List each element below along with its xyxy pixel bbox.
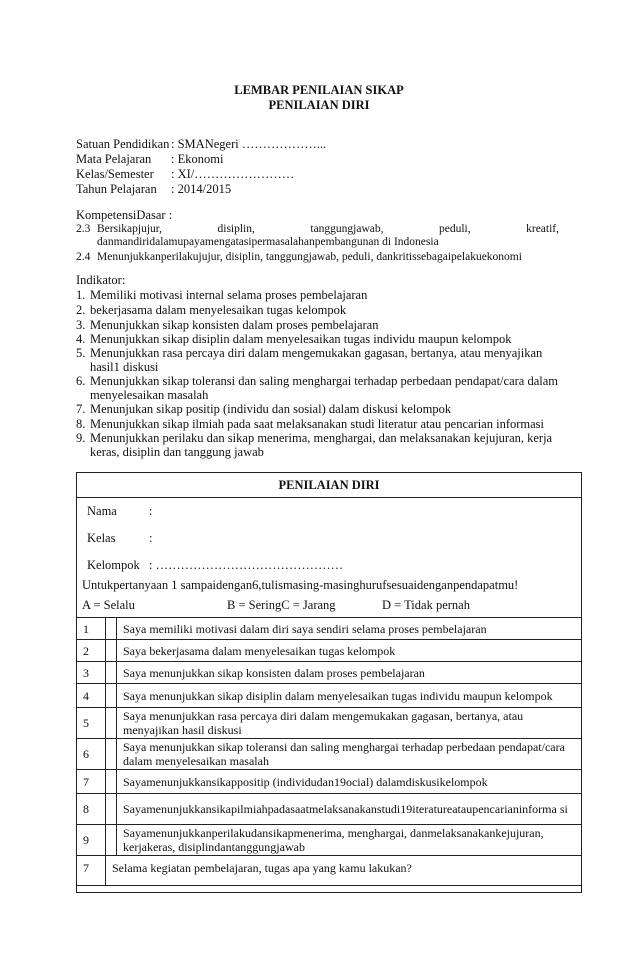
table-row-final bbox=[77, 856, 582, 886]
form-heading: PENILAIAN DIRI bbox=[77, 473, 581, 498]
document-title: LEMBAR PENILAIAN SIKAP bbox=[234, 83, 404, 97]
indikator-text: Menunjukkan perilaku dan sikap menerima, menghargai, dan melaksanakan kejujuran, kerja bbox=[90, 431, 553, 445]
kd-word: tanggungjawab, bbox=[310, 223, 384, 235]
row-number: 1 bbox=[77, 618, 106, 640]
indikator-number: 2. bbox=[76, 303, 86, 317]
statement-text: Saya menunjukkan rasa percaya diri dalam mengemukakan gagasan, bertanya, atau menyajikan hasil diskusi bbox=[117, 708, 582, 739]
kd-text-line: danmandiridalamupayamengatasipermasalahanpembangunan di Indonesia bbox=[97, 236, 439, 248]
scale-d: D = Tidak pernah bbox=[382, 598, 470, 612]
answer-cell[interactable] bbox=[106, 618, 117, 640]
identity-label: Kelas/Semester bbox=[76, 167, 154, 181]
table-row bbox=[77, 640, 582, 662]
instruction-text: Untukpertanyaan 1 sampaidengan6,tulismasing-masinghurufsesuaidenganpendapatmu! bbox=[82, 578, 519, 592]
statement-text: Saya bekerjasama dalam menyelesaikan tugas kelompok bbox=[117, 640, 582, 662]
answer-cell[interactable] bbox=[106, 640, 117, 662]
table-row bbox=[77, 825, 582, 856]
indikator-number: 8. bbox=[76, 417, 86, 431]
indikator-number: 7. bbox=[76, 402, 86, 416]
indikator-text: Menunjukkan sikap ilmiah pada saat melaksanakan studi literatur atau pencarian informasi bbox=[90, 417, 545, 431]
scale-a: A = Selalu bbox=[82, 598, 135, 612]
row-number: 7 bbox=[77, 770, 106, 794]
table-row bbox=[77, 770, 582, 794]
statement-table bbox=[76, 617, 582, 886]
answer-cell[interactable] bbox=[106, 794, 117, 825]
kelas-field[interactable]: : bbox=[149, 531, 153, 545]
table-row bbox=[77, 684, 582, 708]
identity-value: : SMANegeri ………………... bbox=[171, 137, 327, 151]
identity-value: : Ekonomi bbox=[171, 152, 224, 166]
row-number: 3 bbox=[77, 662, 106, 684]
kelompok-label: Kelompok bbox=[87, 558, 140, 572]
indikator-text: Menunjukan sikap positip (individu dan sosial) dalam diskusi kelompok bbox=[90, 402, 452, 416]
indikator-number: 5. bbox=[76, 346, 86, 360]
row-number: 2 bbox=[77, 640, 106, 662]
row-number: 4 bbox=[77, 684, 106, 708]
indikator-number: 1. bbox=[76, 288, 86, 302]
statement-text: Sayamenunjukkansikapilmiahpadasaatmelaksanakanstudi19iteratureataupencarianinforma si bbox=[117, 794, 582, 825]
table-row bbox=[77, 794, 582, 825]
scale-bc: B = SeringC = Jarang bbox=[227, 598, 336, 612]
row-number: 6 bbox=[77, 739, 106, 770]
nama-label: Nama bbox=[87, 504, 117, 518]
indikator-text: keras, disiplin dan tanggung jawab bbox=[90, 445, 264, 459]
indikator-heading: Indikator: bbox=[76, 273, 126, 287]
indikator-text: Memiliki motivasi internal selama proses pembelajaran bbox=[90, 288, 368, 302]
open-question[interactable]: Selama kegiatan pembelajaran, tugas apa yang kamu lakukan? bbox=[106, 856, 582, 886]
answer-cell[interactable] bbox=[106, 662, 117, 684]
indikator-text: Menunjukkan sikap disiplin dalam menyelesaikan tugas individu maupun kelompok bbox=[90, 332, 512, 346]
answer-cell[interactable] bbox=[106, 708, 117, 739]
kd-word: kreatif, bbox=[526, 223, 559, 235]
kd-word: peduli, bbox=[439, 223, 471, 235]
nama-field[interactable]: : bbox=[149, 504, 153, 518]
indikator-text: Menunjukkan sikap toleransi dan saling menghargai terhadap perbedaan pendapat/cara dalam bbox=[90, 374, 558, 388]
indikator-text: Menunjukkan rasa percaya diri dalam mengemukakan gagasan, bertanya, atau menyajikan bbox=[90, 346, 543, 360]
answer-cell[interactable] bbox=[106, 739, 117, 770]
answer-cell[interactable] bbox=[106, 684, 117, 708]
row-number: 8 bbox=[77, 794, 106, 825]
indikator-text: hasil1 diskusi bbox=[90, 360, 159, 374]
indikator-number: 9. bbox=[76, 431, 86, 445]
statement-text: Saya menunjukkan sikap konsisten dalam proses pembelajaran bbox=[117, 662, 582, 684]
table-row bbox=[77, 739, 582, 770]
indikator-number: 4. bbox=[76, 332, 86, 346]
document-subtitle: PENILAIAN DIRI bbox=[268, 98, 370, 112]
identity-value: : 2014/2015 bbox=[171, 182, 232, 196]
self-assessment-form bbox=[76, 472, 582, 893]
indikator-text: menyelesaikan masalah bbox=[90, 388, 209, 402]
kd-number: 2.4 bbox=[76, 251, 91, 263]
kelas-label: Kelas bbox=[87, 531, 116, 545]
statement-text: Sayamenunjukkansikappositip (individudan19ocial) dalamdiskusikelompok bbox=[117, 770, 582, 794]
table-row bbox=[77, 708, 582, 739]
answer-cell[interactable] bbox=[106, 825, 117, 856]
kd-text-line: Menunjukkanperilakujujur, disiplin, tanggungjawab, peduli, dankritissebagaipelakuekonomi bbox=[97, 251, 522, 263]
statement-text: Sayamenunjukkanperilakudansikapmenerima, menghargai, danmelaksanakankejujuran, kerjakeras, disiplindantanggungjawab bbox=[117, 825, 582, 856]
identity-label: Satuan Pendidikan bbox=[76, 137, 170, 151]
kd-word: disiplin, bbox=[217, 223, 255, 235]
identity-value: : XI/…………………… bbox=[171, 167, 295, 181]
indikator-number: 3. bbox=[76, 318, 86, 332]
kd-number: 2.3 bbox=[76, 223, 91, 235]
table-row bbox=[77, 618, 582, 640]
table-row bbox=[77, 662, 582, 684]
row-number: 5 bbox=[77, 708, 106, 739]
answer-cell[interactable] bbox=[106, 770, 117, 794]
statement-text: Saya menunjukkan sikap disiplin dalam menyelesaikan tugas individu maupun kelompok bbox=[117, 684, 582, 708]
row-number: 7 bbox=[77, 856, 106, 886]
identity-label: Tahun Pelajaran bbox=[76, 182, 157, 196]
row-number: 9 bbox=[77, 825, 106, 856]
indikator-text: Menunjukkan sikap konsisten dalam proses pembelajaran bbox=[90, 318, 379, 332]
identity-label: Mata Pelajaran bbox=[76, 152, 152, 166]
kd-word: Bersikapjujur, bbox=[97, 223, 163, 235]
statement-text: Saya memiliki motivasi dalam diri saya sendiri selama proses pembelajaran bbox=[117, 618, 582, 640]
indikator-text: bekerjasama dalam menyelesaikan tugas kelompok bbox=[90, 303, 347, 317]
kelompok-field[interactable]: : ……………………………………… bbox=[149, 558, 344, 572]
indikator-number: 6. bbox=[76, 374, 86, 388]
kompetensi-heading: KompetensiDasar : bbox=[76, 208, 173, 222]
statement-text: Saya menunjukkan sikap toleransi dan saling menghargai terhadap perbedaan pendapat/cara dalam menyelesaikan masalah bbox=[117, 739, 582, 770]
